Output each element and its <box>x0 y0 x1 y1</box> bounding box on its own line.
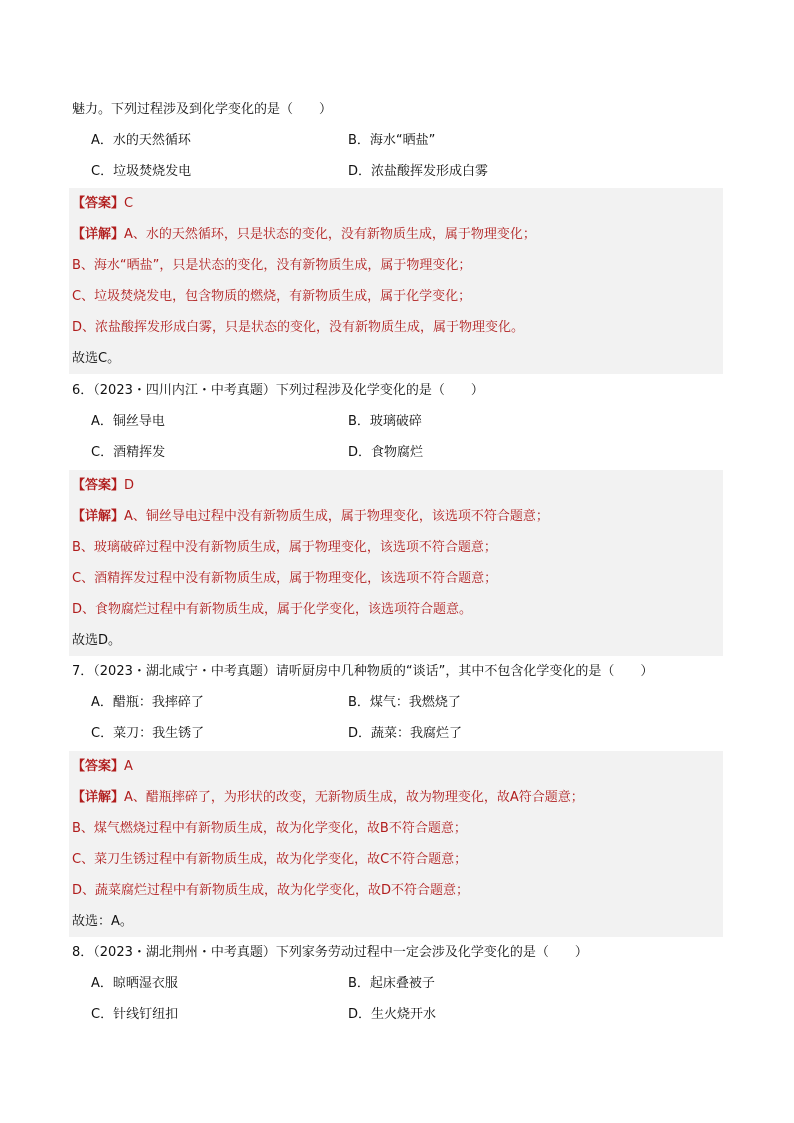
q6-option-b: B．玻璃破碎 <box>348 414 422 429</box>
q6-stem: 6．（2023・四川内江・中考真题）下列过程涉及化学变化的是（ ） <box>72 383 484 398</box>
q5-conclusion: 故选C。 <box>72 351 121 366</box>
answer-tag: 【答案】 <box>72 759 125 774</box>
q6-answer-box <box>69 470 723 656</box>
q5-option-a: A．水的天然循环 <box>91 133 191 148</box>
q6-detail-line: B、玻璃破碎过程中没有新物质生成，属于物理变化，该选项不符合题意； <box>72 540 497 555</box>
detail-text: A、醋瓶摔碎了，为形状的改变，无新物质生成，故为物理变化，故A符合题意； <box>124 790 584 805</box>
q5-detail-line: B、海水“晒盐”，只是状态的变化，没有新物质生成，属于物理变化； <box>72 258 472 273</box>
q5-option-c: C．垃圾焚烧发电 <box>91 164 192 179</box>
answer-value: A <box>124 759 133 774</box>
q5-option-d: D．浓盐酸挥发形成白雾 <box>348 164 489 179</box>
q5-detail-line: D、浓盐酸挥发形成白雾，只是状态的变化，没有新物质生成，属于物理变化。 <box>72 320 525 335</box>
q7-detail-line <box>72 789 584 807</box>
q7-detail-line: C、菜刀生锈过程中有新物质生成，故为化学变化，故C不符合题意； <box>72 852 468 867</box>
q6-conclusion: 故选D。 <box>72 633 122 648</box>
q8-stem: 8．（2023・湖北荆州・中考真题）下列家务劳动过程中一定会涉及化学变化的是（ ） <box>72 945 588 960</box>
q5-detail-line <box>72 226 536 244</box>
q5-stem: 魅力。下列过程涉及到化学变化的是（ ） <box>72 102 333 117</box>
answer-tag: 【答案】 <box>72 478 125 493</box>
q7-answer-box <box>69 751 723 937</box>
answer-tag: 【答案】 <box>72 196 125 211</box>
q6-answer <box>72 477 134 495</box>
detail-text: A、铜丝导电过程中没有新物质生成，属于物理变化，该选项不符合题意； <box>124 509 549 524</box>
q7-option-c: C．菜刀：我生锈了 <box>91 726 205 741</box>
q5-option-b: B．海水“晒盐” <box>348 133 436 148</box>
detail-text: A、水的天然循环，只是状态的变化，没有新物质生成，属于物理变化； <box>124 227 536 242</box>
q7-stem: 7．（2023・湖北咸宁・中考真题）请听厨房中几种物质的“谈话”，其中不包含化学变化的是（ ） <box>72 664 654 679</box>
answer-value: D <box>124 478 135 493</box>
q6-option-d: D．食物腐烂 <box>348 445 424 460</box>
q8-option-c: C．针线钉纽扣 <box>91 1007 179 1022</box>
q6-detail-line: D、食物腐烂过程中有新物质生成，属于化学变化，该选项符合题意。 <box>72 602 473 617</box>
q5-answer-box <box>69 188 723 374</box>
q7-conclusion: 故选：A。 <box>72 914 133 929</box>
q7-answer <box>72 758 133 776</box>
q5-detail-line: C、垃圾焚烧发电，包含物质的燃烧，有新物质生成，属于化学变化； <box>72 289 472 304</box>
detail-tag: 【详解】 <box>72 790 125 805</box>
q7-option-d: D．蔬菜：我腐烂了 <box>348 726 463 741</box>
q6-option-c: C．酒精挥发 <box>91 445 166 460</box>
q7-option-b: B．煤气：我燃烧了 <box>348 695 461 710</box>
q5-answer <box>72 195 133 213</box>
q8-option-b: B．起床叠被子 <box>348 976 435 991</box>
q7-detail-line: D、蔬菜腐烂过程中有新物质生成，故为化学变化，故D不符合题意； <box>72 883 470 898</box>
q6-detail-line <box>72 508 549 526</box>
detail-tag: 【详解】 <box>72 509 125 524</box>
q8-option-d: D．生火烧开水 <box>348 1007 437 1022</box>
answer-value: C <box>124 196 134 211</box>
detail-tag: 【详解】 <box>72 227 125 242</box>
q7-option-a: A．醋瓶：我摔碎了 <box>91 695 204 710</box>
q6-option-a: A．铜丝导电 <box>91 414 165 429</box>
q7-detail-line: B、煤气燃烧过程中有新物质生成，故为化学变化，故B不符合题意； <box>72 821 467 836</box>
q6-detail-line: C、酒精挥发过程中没有新物质生成，属于物理变化，该选项不符合题意； <box>72 571 498 586</box>
q8-option-a: A．晾晒湿衣服 <box>91 976 178 991</box>
